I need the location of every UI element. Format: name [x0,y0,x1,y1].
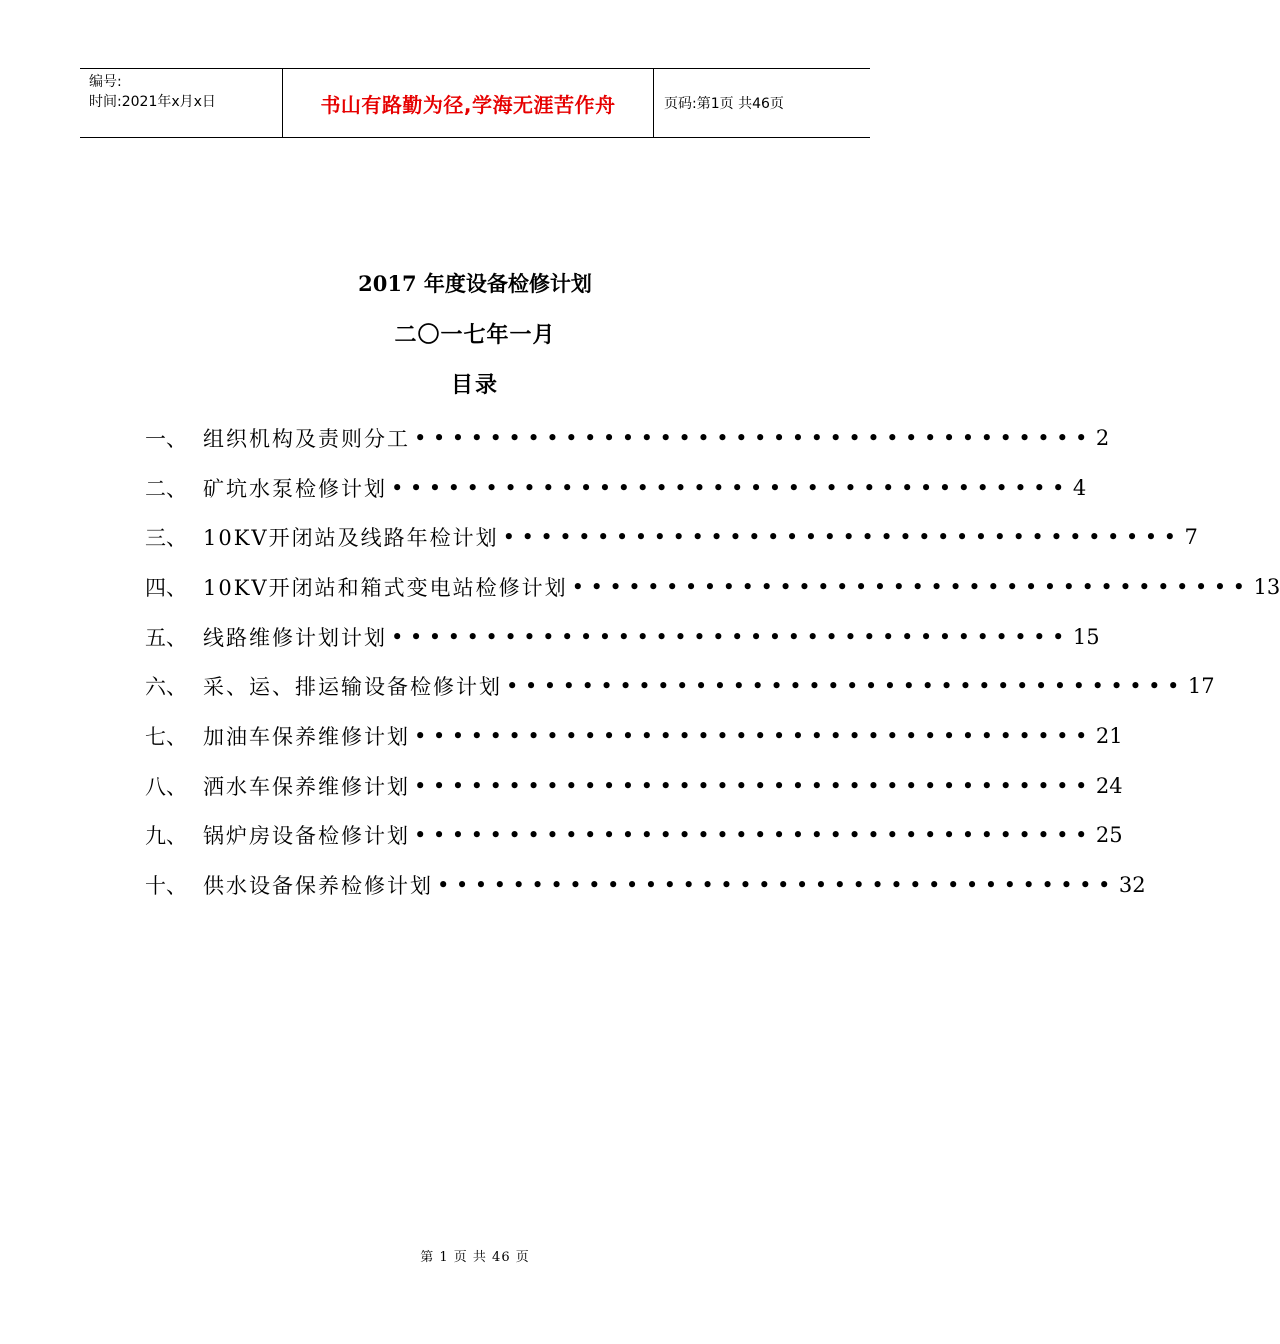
toc-entry-number: 四、 [145,575,187,600]
toc-entry[interactable] [145,612,1100,662]
toc-leader-dots: •••••••••••••••••••••••••••••••••••• [502,525,1183,550]
toc-leader-dots: •••••••••••••••••••••••••••••••••••• [571,574,1252,599]
toc-entry-number: 一、 [145,426,187,451]
toc-entry-number: 六、 [145,675,187,700]
toc-entry-number: 三、 [145,526,187,551]
toc-leader-dots: •••••••••••••••••••••••••••••••••••• [414,723,1094,748]
toc-entry-title: 组织机构及责则分工 [203,426,410,451]
toc-leader-dots: •••••••••••••••••••••••••••••••••••• [414,425,1094,450]
toc-entry-number: 十、 [145,874,187,899]
toc-entry-title: 线路维修计划计划 [203,625,387,650]
toc-entry-number: 五、 [145,625,187,650]
toc-entry-page: 2 [1095,425,1110,450]
document-date: 二〇一七年一月 [394,322,556,348]
toc-entry-page: 13 [1253,574,1280,599]
toc-entry-page: 15 [1072,624,1100,649]
toc-leader-dots: •••••••••••••••••••••••••••••••••••• [391,475,1071,500]
page-footer: 第 1 页 共 46 页 [420,1250,530,1265]
header-page-info: 页码:第1页 共46页 [664,96,784,112]
toc-entry-title: 锅炉房设备检修计划 [203,824,410,849]
toc-leader-dots: •••••••••••••••••••••••••••••••••••• [414,823,1094,848]
toc-entry-page: 4 [1072,475,1087,500]
time-label: 时间:2021年x月x日 [89,94,216,110]
toc-entry[interactable] [145,562,1280,612]
toc-entry-title: 10KV开闭站及线路年检计划 [203,526,499,551]
toc-entry-number: 二、 [145,476,187,501]
toc-entry-title: 供水设备保养检修计划 [203,874,433,899]
toc-entry-page: 25 [1095,823,1123,848]
toc-leader-dots: •••••••••••••••••••••••••••••••••••• [437,873,1117,898]
page-header [80,68,870,138]
toc-entry-title: 洒水车保养维修计划 [203,774,410,799]
toc-entry-page: 21 [1095,723,1123,748]
toc-leader-dots: •••••••••••••••••••••••••••••••••••• [414,773,1094,798]
toc-entry-page: 17 [1187,674,1215,699]
toc-entry-title: 采、运、排运输设备检修计划 [203,675,502,700]
toc-entry-number: 八、 [145,774,187,799]
toc-heading: 目录 [450,372,499,398]
toc-entry[interactable] [145,413,1110,463]
header-motto: 书山有路勤为径,学海无涯苦作舟 [282,69,654,137]
toc-entry-page: 7 [1184,525,1198,550]
toc-entry[interactable] [145,711,1123,761]
toc-entry-number: 九、 [145,824,187,849]
number-label: 编号: [89,74,122,90]
toc-entry[interactable] [145,463,1087,513]
toc-entry-title: 加油车保养维修计划 [203,724,410,749]
toc-leader-dots: •••••••••••••••••••••••••••••••••••• [506,674,1186,699]
toc-entry-number: 七、 [145,724,187,749]
toc-entry[interactable] [145,761,1123,811]
document-title: 2017 年度设备检修计划 [358,271,592,296]
toc-entry-page: 24 [1095,773,1123,798]
header-meta [80,69,282,137]
toc-entry-page: 32 [1118,873,1146,898]
toc-entry[interactable] [145,860,1146,910]
table-of-contents [145,413,1280,910]
toc-leader-dots: •••••••••••••••••••••••••••••••••••• [391,624,1071,649]
toc-entry[interactable] [145,661,1215,711]
toc-entry-title: 10KV开闭站和箱式变电站检修计划 [203,575,568,600]
toc-entry-title: 矿坑水泵检修计划 [203,476,387,501]
toc-entry[interactable] [145,512,1198,562]
toc-entry[interactable] [145,811,1123,861]
